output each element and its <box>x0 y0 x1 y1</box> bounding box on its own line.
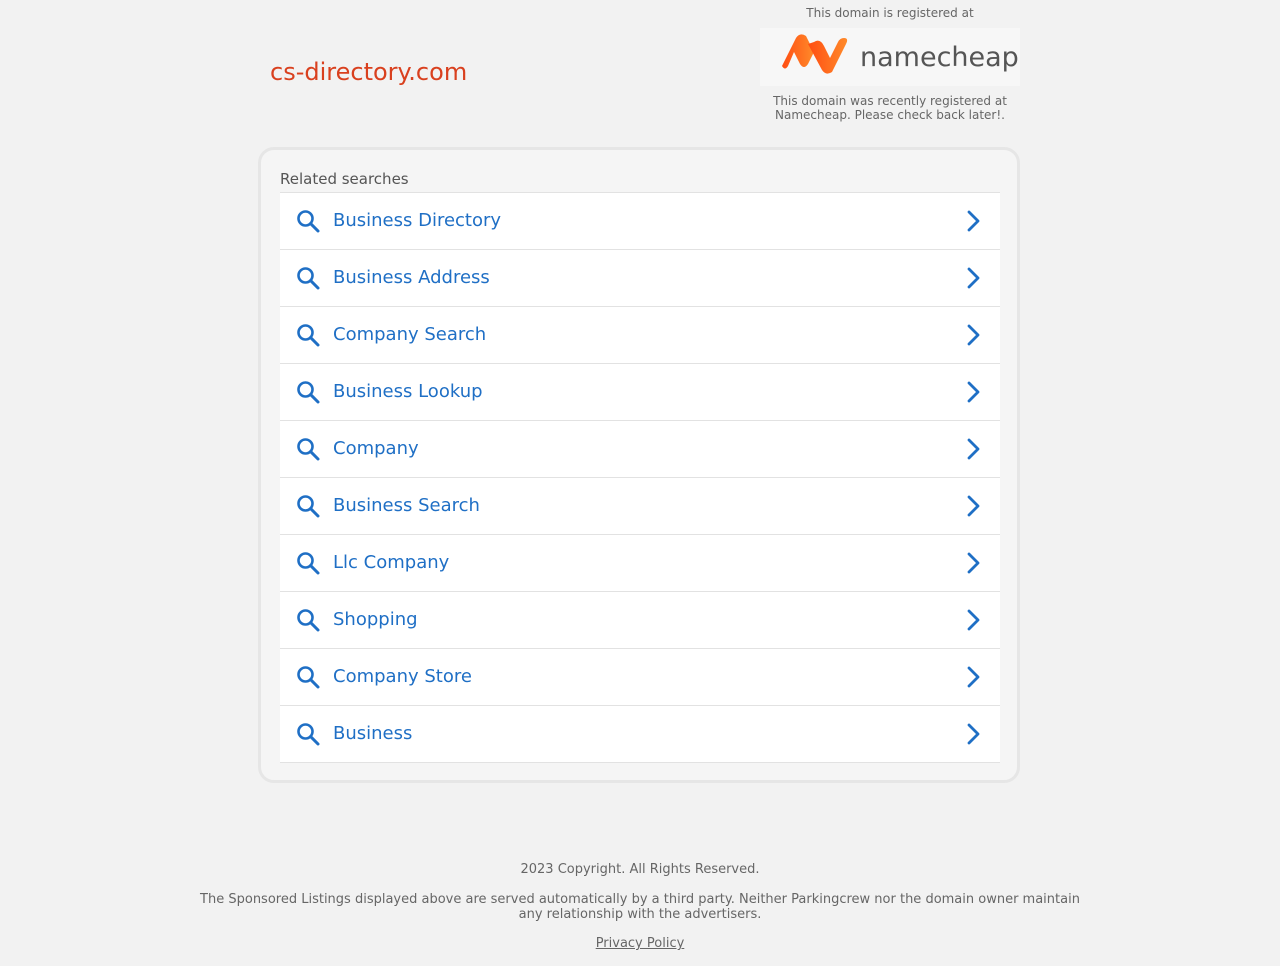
related-search-item[interactable] <box>280 193 1000 250</box>
namecheap-logo-icon <box>780 30 1019 80</box>
registrar-intro: This domain is registered at <box>806 6 974 20</box>
related-search-item[interactable] <box>280 535 1000 592</box>
related-search-item[interactable] <box>280 478 1000 535</box>
related-searches-list <box>280 192 1000 763</box>
chevron-right-icon <box>964 609 984 631</box>
chevron-right-icon <box>964 495 984 517</box>
chevron-right-icon <box>964 324 984 346</box>
chevron-right-icon <box>964 210 984 232</box>
related-search-label: Business <box>333 723 413 744</box>
chevron-right-icon <box>964 438 984 460</box>
related-search-item[interactable] <box>280 307 1000 364</box>
chevron-right-icon <box>964 666 984 688</box>
search-icon <box>296 551 320 575</box>
chevron-right-icon <box>964 552 984 574</box>
related-search-item[interactable] <box>280 592 1000 649</box>
search-icon <box>296 437 320 461</box>
copyright-text: 2023 Copyright. All Rights Reserved. <box>520 862 760 877</box>
related-searches-title: Related searches <box>280 170 409 188</box>
related-search-item[interactable] <box>280 250 1000 307</box>
related-search-label: Company <box>333 438 419 459</box>
related-search-item[interactable] <box>280 649 1000 706</box>
related-search-item[interactable] <box>280 706 1000 763</box>
related-search-item[interactable] <box>280 421 1000 478</box>
related-search-label: Shopping <box>333 609 418 630</box>
search-icon <box>296 665 320 689</box>
search-icon <box>296 608 320 632</box>
related-search-label: Company Search <box>333 324 487 345</box>
related-searches-card <box>258 147 1020 783</box>
svg-text:namecheap: namecheap <box>860 42 1019 73</box>
namecheap-logo[interactable] <box>760 28 1020 86</box>
search-icon <box>296 209 320 233</box>
related-search-label: Llc Company <box>333 552 450 573</box>
chevron-right-icon <box>964 381 984 403</box>
search-icon <box>296 494 320 518</box>
related-search-label: Company Store <box>333 666 472 687</box>
domain-title: cs-directory.com <box>270 58 468 86</box>
page-header <box>0 0 1280 140</box>
search-icon <box>296 722 320 746</box>
chevron-right-icon <box>964 723 984 745</box>
related-search-label: Business Address <box>333 267 490 288</box>
privacy-policy-link[interactable]: Privacy Policy <box>595 936 685 951</box>
registrar-panel <box>760 6 1020 122</box>
search-icon <box>296 380 320 404</box>
disclaimer-text: The Sponsored Listings displayed above are served automatically by a third party. Neither Parkingcrew nor the domain owner maintain any relationship with the advertisers. <box>200 892 1080 922</box>
related-search-label: Business Directory <box>333 210 502 231</box>
related-search-item[interactable] <box>280 364 1000 421</box>
related-search-label: Business Lookup <box>333 381 483 402</box>
chevron-right-icon <box>964 267 984 289</box>
registrar-note: This domain was recently registered at Namecheap. Please check back later!. <box>773 94 1007 122</box>
search-icon <box>296 266 320 290</box>
related-search-label: Business Search <box>333 495 480 516</box>
search-icon <box>296 323 320 347</box>
page-footer <box>0 862 1280 951</box>
